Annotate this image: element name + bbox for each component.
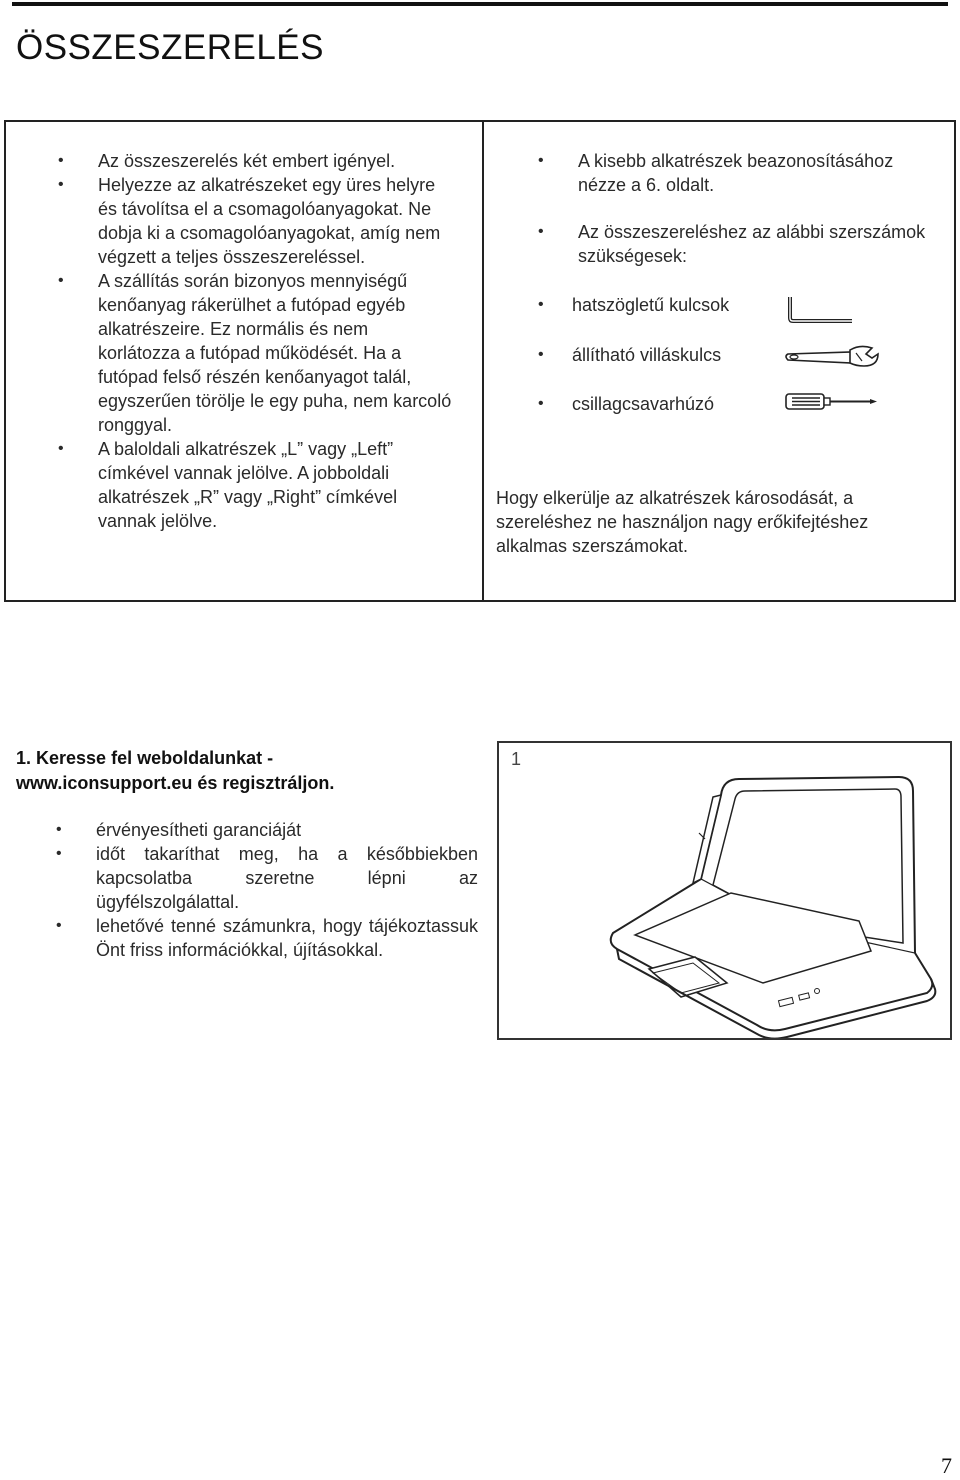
bullet-icon: • [58, 440, 64, 457]
page-number: 7 [941, 1453, 952, 1478]
step1-heading-line2: www.iconsupport.eu és regisztráljon. [16, 773, 335, 793]
bullet-icon: • [538, 152, 544, 169]
list-item-text: A baloldali alkatrészek „L” vagy „Left” címkével vannak jelölve. A jobboldali alkatrészek „R” vagy „Right” címkével vannak jelölve. [98, 439, 398, 531]
tool-adjustable-wrench [534, 343, 944, 367]
list-item [534, 220, 944, 268]
adjustable-wrench-icon [782, 344, 882, 372]
list-item-text: érvényesítheti garanciáját [96, 820, 302, 840]
list-item-text: Helyezze az alkatrészeket egy üres helyre és távolítsa el a csomagolóanyagokat. Ne dobja ki a csomagolóanyagokat, amíg nem végzett a teljes összeszereléssel. [98, 175, 441, 267]
hex-key-icon [786, 294, 856, 324]
bullet-icon: • [56, 845, 62, 862]
list-item [54, 437, 454, 533]
list-item-text: A kisebb alkatrészek beazonosításához nézze a 6. oldalt. [578, 151, 894, 195]
tool-label: hatszögletű kulcsok [572, 295, 730, 315]
page-title: ÖSSZESZERELÉS [16, 28, 324, 67]
list-item [54, 269, 454, 437]
tool-label: állítható villáskulcs [572, 345, 722, 365]
notes-left-list [54, 149, 454, 533]
bullet-icon: • [58, 152, 64, 169]
figure-1 [497, 741, 952, 1040]
laptop-icon [499, 743, 950, 1038]
notes-right-list [534, 149, 944, 268]
column-divider [482, 122, 484, 600]
bullet-icon: • [58, 176, 64, 193]
phillips-screwdriver-icon [782, 390, 882, 414]
bullet-icon: • [56, 821, 62, 838]
list-item-text: Az összeszereléshez az alábbi szerszámok szükségesek: [578, 222, 926, 266]
step1-list [52, 818, 478, 962]
list-item [52, 818, 478, 842]
tool-phillips-screwdriver [534, 392, 944, 416]
list-item-text: lehetővé tenné számunkra, hogy tájékoztassuk Önt friss információkkal, újításokkal. [96, 916, 478, 960]
bullet-icon: • [58, 272, 64, 289]
list-item [54, 149, 454, 173]
step1-heading [16, 746, 476, 796]
figure-number: 1 [511, 749, 522, 769]
list-item-text: A szállítás során bizonyos mennyiségű kenőanyag rákerülhet a futópad egyéb alkatrészeire. Ez normális és nem korlátozza a futópad működését. Ha a futópad felső részén kenőanyagot talál, egyszerűen törölje le egy puha, nem karcoló ronggyal. [98, 271, 452, 435]
list-item [534, 149, 944, 197]
bullet-icon: • [538, 296, 544, 313]
list-item-text: Az összeszerelés két embert igényel. [98, 151, 396, 171]
tool-label: csillagcsavarhúzó [572, 394, 715, 414]
bullet-icon: • [56, 917, 62, 934]
top-rule [12, 2, 948, 6]
list-item-text: időt takaríthat meg, ha a későbbiekben kapcsolatba szeretne lépni az ügyfélszolgálattal. [96, 844, 478, 912]
list-item [52, 914, 478, 962]
list-item [52, 842, 478, 914]
bullet-icon: • [538, 346, 544, 363]
bullet-icon: • [538, 223, 544, 240]
warning-text: Hogy elkerülje az alkatrészek károsodását, a szereléshez ne használjon nagy erőkifejtéshez alkalmas szerszámokat. [496, 488, 869, 556]
list-item [54, 173, 454, 269]
tool-hex-keys [534, 293, 944, 317]
notes-right-column [490, 122, 952, 600]
notes-box [4, 120, 956, 602]
bullet-icon: • [538, 395, 544, 412]
step1-heading-line1: 1. Keresse fel weboldalunkat - [16, 748, 274, 768]
